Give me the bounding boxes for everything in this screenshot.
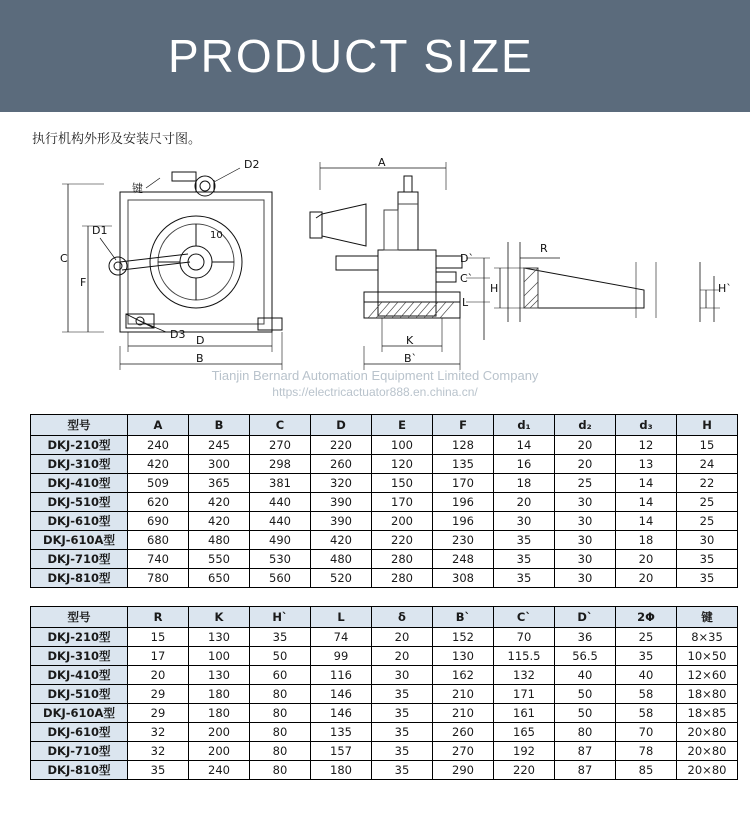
table-row: [31, 436, 738, 455]
column-header-4: L: [311, 607, 372, 628]
table-cell: 248: [433, 550, 494, 569]
table-cell: 130: [189, 628, 250, 647]
table-cell: 87: [555, 742, 616, 761]
table-cell: 56.5: [555, 647, 616, 666]
table-cell: 32: [128, 742, 189, 761]
table-cell: 10×50: [677, 647, 738, 666]
table-cell: 70: [616, 723, 677, 742]
table-cell: 270: [250, 436, 311, 455]
label-B: B: [196, 352, 204, 365]
column-header-3: H`: [250, 607, 311, 628]
table-cell: 650: [189, 569, 250, 588]
table-cell: 35: [677, 569, 738, 588]
table-cell: 152: [433, 628, 494, 647]
label-D3: D3: [170, 328, 186, 341]
table-cell: DKJ-510型: [31, 493, 128, 512]
table-cell: 115.5: [494, 647, 555, 666]
table-cell: 20: [372, 647, 433, 666]
dimension-table-1: [30, 414, 738, 588]
table-cell: 87: [555, 761, 616, 780]
table-cell: 25: [555, 474, 616, 493]
table-cell: 35: [250, 628, 311, 647]
column-header-5: E: [372, 415, 433, 436]
table-cell: 99: [311, 647, 372, 666]
column-header-4: D: [311, 415, 372, 436]
table-cell: 420: [311, 531, 372, 550]
table-cell: 680: [128, 531, 189, 550]
table-cell: DKJ-710型: [31, 742, 128, 761]
table-cell: 80: [250, 704, 311, 723]
label-K: K: [406, 334, 414, 347]
table-cell: 35: [494, 550, 555, 569]
table-row: [31, 474, 738, 493]
table-row: [31, 628, 738, 647]
label-key: 键: [132, 182, 143, 195]
table-cell: 20: [494, 493, 555, 512]
table-cell: 245: [189, 436, 250, 455]
table-cell: 35: [372, 704, 433, 723]
table-cell: 298: [250, 455, 311, 474]
table-body: [31, 628, 738, 780]
table-cell: 35: [372, 723, 433, 742]
table-cell: DKJ-410型: [31, 666, 128, 685]
table-cell: 220: [311, 436, 372, 455]
column-header-10: 键: [677, 607, 738, 628]
label-angle: 10: [210, 230, 223, 241]
table-cell: 210: [433, 685, 494, 704]
table-cell: 420: [189, 512, 250, 531]
subtitle-text: 执行机构外形及安装尺寸图。: [32, 132, 202, 147]
table-row: [31, 531, 738, 550]
table-row: [31, 742, 738, 761]
table-cell: 15: [128, 628, 189, 647]
table-cell: 15: [677, 436, 738, 455]
table-cell: 200: [189, 742, 250, 761]
table-cell: 161: [494, 704, 555, 723]
table-header-row: [31, 607, 738, 628]
table-cell: 780: [128, 569, 189, 588]
table-cell: 365: [189, 474, 250, 493]
column-header-6: F: [433, 415, 494, 436]
table-cell: 70: [494, 628, 555, 647]
column-header-2: B: [189, 415, 250, 436]
label-Cprime: C`: [460, 272, 474, 285]
label-F: F: [80, 276, 87, 289]
table-cell: 35: [494, 569, 555, 588]
dimension-table-2: [30, 606, 738, 780]
table-cell: 260: [433, 723, 494, 742]
table-cell: 270: [433, 742, 494, 761]
table-cell: 58: [616, 685, 677, 704]
table-cell: 740: [128, 550, 189, 569]
table-cell: 32: [128, 723, 189, 742]
table-cell: 550: [189, 550, 250, 569]
table-cell: 30: [372, 666, 433, 685]
table-cell: 196: [433, 512, 494, 531]
table-cell: 8×35: [677, 628, 738, 647]
table-cell: 60: [250, 666, 311, 685]
table-cell: 280: [372, 550, 433, 569]
label-D1: D1: [92, 224, 108, 237]
table-cell: 20×80: [677, 723, 738, 742]
table-cell: 35: [372, 742, 433, 761]
table-cell: 180: [189, 704, 250, 723]
table-cell: 25: [677, 493, 738, 512]
table-cell: 20: [372, 628, 433, 647]
table-cell: 20: [555, 436, 616, 455]
table-cell: 290: [433, 761, 494, 780]
technical-drawing: [0, 150, 750, 412]
label-D2: D2: [244, 158, 260, 171]
table-cell: 30: [555, 550, 616, 569]
column-header-1: A: [128, 415, 189, 436]
table-cell: 509: [128, 474, 189, 493]
table-cell: 308: [433, 569, 494, 588]
table-cell: 80: [250, 685, 311, 704]
table-cell: 170: [433, 474, 494, 493]
table-cell: 50: [250, 647, 311, 666]
table-cell: 146: [311, 685, 372, 704]
table-cell: 74: [311, 628, 372, 647]
table-cell: 150: [372, 474, 433, 493]
table-cell: DKJ-310型: [31, 455, 128, 474]
label-D: D: [196, 334, 205, 347]
table-row: [31, 512, 738, 531]
table-cell: 17: [128, 647, 189, 666]
table-cell: 170: [372, 493, 433, 512]
table-cell: 20: [555, 455, 616, 474]
table-cell: 135: [311, 723, 372, 742]
table-cell: DKJ-810型: [31, 569, 128, 588]
table-cell: 29: [128, 704, 189, 723]
table-cell: DKJ-710型: [31, 550, 128, 569]
table-cell: 78: [616, 742, 677, 761]
watermark-url: https://electricactuator888.en.china.cn/: [272, 385, 478, 399]
label-Hprime: H`: [718, 282, 732, 295]
table-cell: 520: [311, 569, 372, 588]
table-cell: 80: [250, 761, 311, 780]
label-H: H: [490, 282, 499, 295]
table-cell: 29: [128, 685, 189, 704]
table-row: [31, 647, 738, 666]
table-cell: 162: [433, 666, 494, 685]
table-cell: 420: [128, 455, 189, 474]
table-cell: 12: [616, 436, 677, 455]
table-cell: 20×80: [677, 742, 738, 761]
table-cell: 85: [616, 761, 677, 780]
table-row: [31, 455, 738, 474]
table-cell: 200: [189, 723, 250, 742]
column-header-9: d₃: [616, 415, 677, 436]
table-header-row: [31, 415, 738, 436]
table-cell: 18: [494, 474, 555, 493]
table-cell: 18×80: [677, 685, 738, 704]
table-cell: 180: [189, 685, 250, 704]
table-cell: 180: [311, 761, 372, 780]
table-cell: 120: [372, 455, 433, 474]
table-cell: 18: [616, 531, 677, 550]
table-cell: 14: [494, 436, 555, 455]
column-header-0: 型号: [31, 607, 128, 628]
table-cell: 130: [433, 647, 494, 666]
table-cell: 16: [494, 455, 555, 474]
label-Dprime: D`: [460, 252, 474, 265]
table-cell: 210: [433, 704, 494, 723]
table-cell: 128: [433, 436, 494, 455]
table-row: [31, 761, 738, 780]
table-cell: 30: [555, 531, 616, 550]
table-cell: 25: [616, 628, 677, 647]
table-cell: 320: [311, 474, 372, 493]
table-cell: 530: [250, 550, 311, 569]
table-cell: 560: [250, 569, 311, 588]
table-cell: DKJ-310型: [31, 647, 128, 666]
table-cell: 30: [555, 512, 616, 531]
table-cell: 20: [616, 569, 677, 588]
column-header-7: C`: [494, 607, 555, 628]
table-cell: 25: [677, 512, 738, 531]
table-body: [31, 436, 738, 588]
table-cell: 116: [311, 666, 372, 685]
column-header-3: C: [250, 415, 311, 436]
table-cell: 14: [616, 493, 677, 512]
column-header-2: K: [189, 607, 250, 628]
column-header-9: 2Φ: [616, 607, 677, 628]
table-cell: DKJ-610型: [31, 723, 128, 742]
watermark-company: Tianjin Bernard Automation Equipment Limited Company: [211, 368, 539, 383]
table-row: [31, 550, 738, 569]
table-cell: 14: [616, 512, 677, 531]
table-cell: 200: [372, 512, 433, 531]
table-cell: 260: [311, 455, 372, 474]
label-R: R: [540, 242, 548, 255]
table-cell: 20: [616, 550, 677, 569]
table-cell: 440: [250, 493, 311, 512]
table-cell: 18×85: [677, 704, 738, 723]
table-cell: 50: [555, 704, 616, 723]
table-cell: 620: [128, 493, 189, 512]
table-cell: 100: [372, 436, 433, 455]
column-header-10: H: [677, 415, 738, 436]
table-cell: 220: [372, 531, 433, 550]
table-cell: DKJ-410型: [31, 474, 128, 493]
table-cell: 130: [189, 666, 250, 685]
table-cell: DKJ-210型: [31, 628, 128, 647]
table-cell: 14: [616, 474, 677, 493]
table-cell: 300: [189, 455, 250, 474]
table-cell: 50: [555, 685, 616, 704]
table-row: [31, 666, 738, 685]
table-cell: 36: [555, 628, 616, 647]
table-cell: DKJ-610型: [31, 512, 128, 531]
table-cell: 20: [128, 666, 189, 685]
table-cell: 80: [250, 742, 311, 761]
table-cell: 100: [189, 647, 250, 666]
table-cell: 12×60: [677, 666, 738, 685]
table-cell: 390: [311, 512, 372, 531]
table-cell: 490: [250, 531, 311, 550]
table-cell: 35: [677, 550, 738, 569]
table-cell: 192: [494, 742, 555, 761]
table-cell: 22: [677, 474, 738, 493]
table-cell: 146: [311, 704, 372, 723]
table-cell: 220: [494, 761, 555, 780]
table-cell: DKJ-510型: [31, 685, 128, 704]
table-cell: 440: [250, 512, 311, 531]
table-cell: 280: [372, 569, 433, 588]
table-cell: 35: [494, 531, 555, 550]
label-A: A: [378, 156, 386, 169]
column-header-0: 型号: [31, 415, 128, 436]
label-C: C: [60, 252, 68, 265]
table-cell: 135: [433, 455, 494, 474]
table-cell: 171: [494, 685, 555, 704]
table-cell: 381: [250, 474, 311, 493]
table-cell: 132: [494, 666, 555, 685]
table-cell: 30: [677, 531, 738, 550]
column-header-7: d₁: [494, 415, 555, 436]
table-cell: 480: [311, 550, 372, 569]
table-cell: 80: [555, 723, 616, 742]
page-title: PRODUCT SIZE: [168, 30, 534, 82]
table-cell: 20×80: [677, 761, 738, 780]
label-Bprime: B`: [404, 352, 418, 365]
table-cell: 240: [128, 436, 189, 455]
table-row: [31, 569, 738, 588]
table-cell: 30: [555, 569, 616, 588]
table-cell: 35: [372, 685, 433, 704]
table-cell: 157: [311, 742, 372, 761]
column-header-6: B`: [433, 607, 494, 628]
table-row: [31, 704, 738, 723]
table-cell: 30: [555, 493, 616, 512]
table-cell: DKJ-210型: [31, 436, 128, 455]
table-cell: 230: [433, 531, 494, 550]
table-cell: 30: [494, 512, 555, 531]
table-cell: 35: [616, 647, 677, 666]
table-cell: 40: [616, 666, 677, 685]
table-cell: 35: [372, 761, 433, 780]
table-cell: 80: [250, 723, 311, 742]
table-cell: 24: [677, 455, 738, 474]
table-cell: 390: [311, 493, 372, 512]
label-L: L: [462, 296, 469, 309]
table-cell: 480: [189, 531, 250, 550]
table-row: [31, 493, 738, 512]
table-cell: 35: [128, 761, 189, 780]
column-header-8: d₂: [555, 415, 616, 436]
table-cell: DKJ-610A型: [31, 704, 128, 723]
table-cell: 13: [616, 455, 677, 474]
table-cell: 690: [128, 512, 189, 531]
table-row: [31, 723, 738, 742]
table-row: [31, 685, 738, 704]
table-cell: 196: [433, 493, 494, 512]
column-header-8: D`: [555, 607, 616, 628]
table-cell: 420: [189, 493, 250, 512]
column-header-5: δ: [372, 607, 433, 628]
table-cell: 40: [555, 666, 616, 685]
table-cell: 240: [189, 761, 250, 780]
table-cell: 58: [616, 704, 677, 723]
table-cell: DKJ-810型: [31, 761, 128, 780]
page-header-banner: [0, 0, 750, 112]
table-cell: 165: [494, 723, 555, 742]
column-header-1: R: [128, 607, 189, 628]
table-cell: DKJ-610A型: [31, 531, 128, 550]
